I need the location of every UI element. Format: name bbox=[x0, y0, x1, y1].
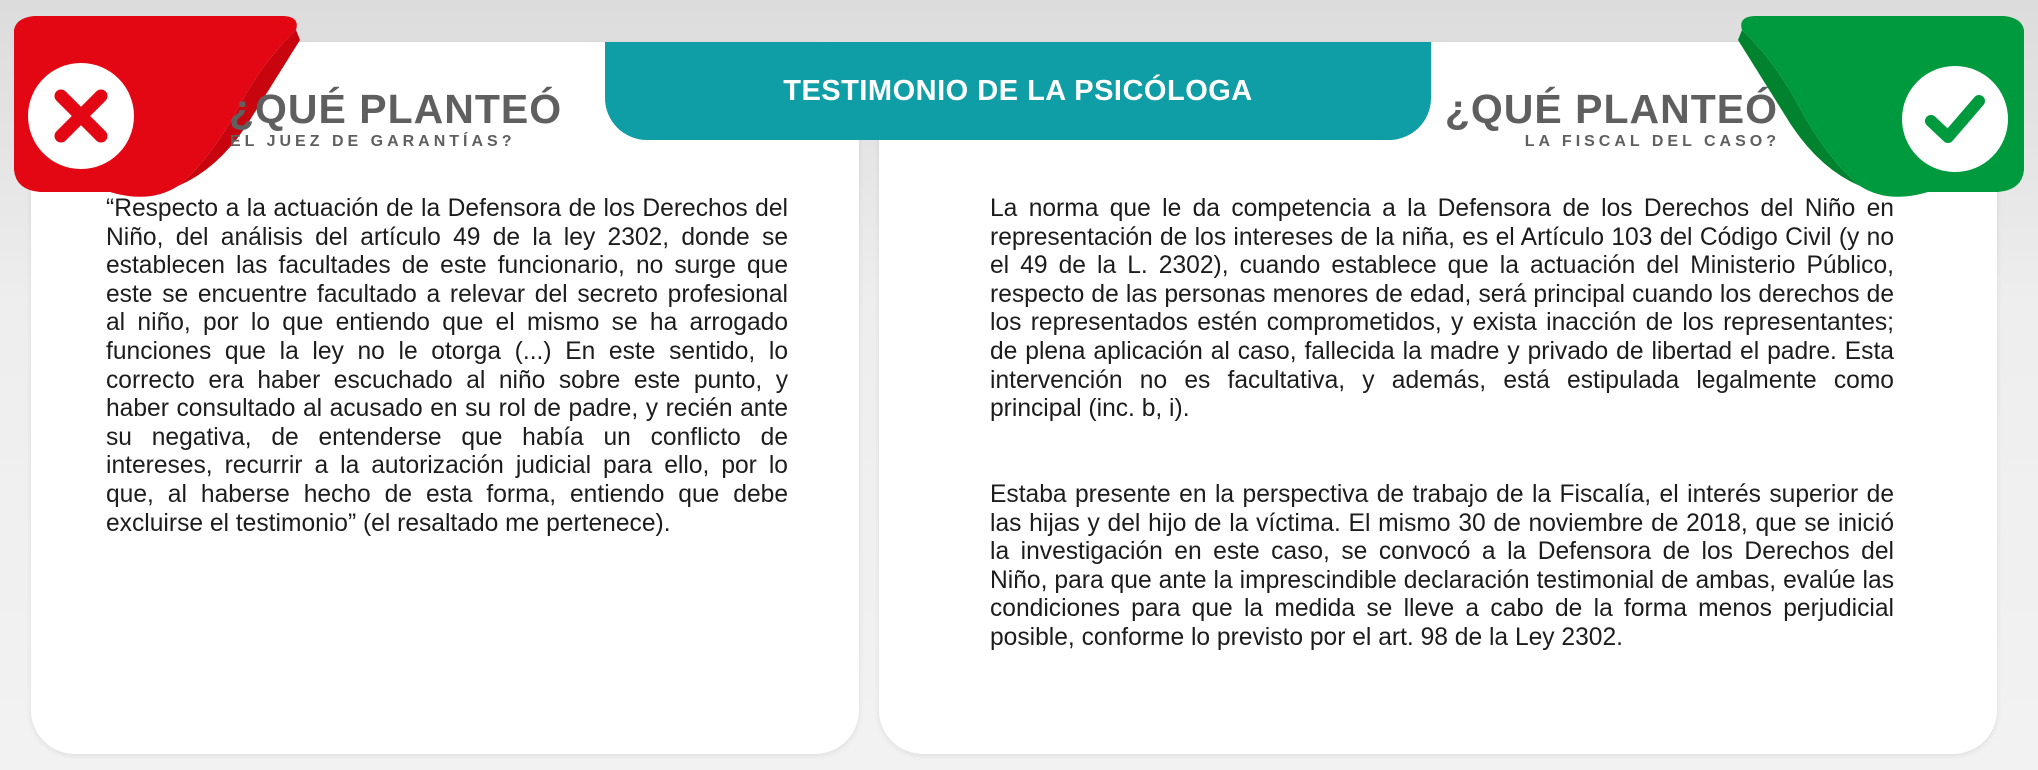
check-mark-icon bbox=[1921, 85, 1989, 153]
prosecutor-paragraph-1: La norma que le da competencia a la Defensora de los Derechos del Niño en representación de los intereses de la niña, es el Artículo 103 del Código Civil (y no el 49 de la L. 2302), cuando establece que la actuación del Ministerio Público, respecto de las personas menores de edad, será principal cuando los derechos de los representados estén comprometidos, y exista inacción de los representantes; de plena aplicación al caso, fallecida la madre y privado de libertad el padre. Esta intervención no es facultativa, y además, está estipulada legalmente como principal (inc. b, i). bbox=[990, 195, 1894, 423]
banner-title: TESTIMONIO DE LA PSICÓLOGA bbox=[783, 74, 1253, 107]
judge-statement-text: “Respecto a la actuación de la Defensora de los Derechos del Niño, del análisis del artículo 49 de la ley 2302, donde se establecen las facultades de este funcionario, no surge que este se encuentre facultado a relevar del secreto profesional al niño, por lo que entiendo que el mismo se ha arrogado funciones que la ley no le otorga (...) En este sentido, lo correcto era haber escuchado al niño sobre este punto, y haber consultado al acusado en su rol de padre, y recién ante su negativa, de entenderse que había un conflicto de intereses, recurrir a la autorización judicial para ello, por lo que, al haberse hecho de esta forma, entiendo que debe excluirse el testimonio” (el resaltado me pertenece). bbox=[106, 195, 788, 537]
section-banner bbox=[605, 42, 1431, 140]
right-status-badge bbox=[1902, 66, 2008, 172]
left-heading-subtitle: EL JUEZ DE GARANTÍAS? bbox=[230, 133, 516, 150]
right-heading-title: ¿QUÉ PLANTEÓ bbox=[1444, 86, 1778, 132]
right-heading-subtitle: LA FISCAL DEL CASO? bbox=[1524, 133, 1780, 150]
x-mark-icon bbox=[49, 84, 113, 148]
left-heading-title: ¿QUÉ PLANTEÓ bbox=[229, 86, 563, 132]
left-status-badge bbox=[28, 63, 134, 169]
prosecutor-paragraph-2: Estaba presente en la perspectiva de trabajo de la Fiscalía, el interés superior de las hijas y del hijo de la víctima. El mismo 30 de noviembre de 2018, que se inició la investigación en este caso, se convocó a la Defensora de los Derechos del Niño, para que ante la imprescindible declaración testimonial de ambas, evalúe las condiciones para que la medida se lleve a cabo de la forma menos perjudicial posible, conforme lo previsto por el art. 98 de la Ley 2302. bbox=[990, 481, 1894, 651]
